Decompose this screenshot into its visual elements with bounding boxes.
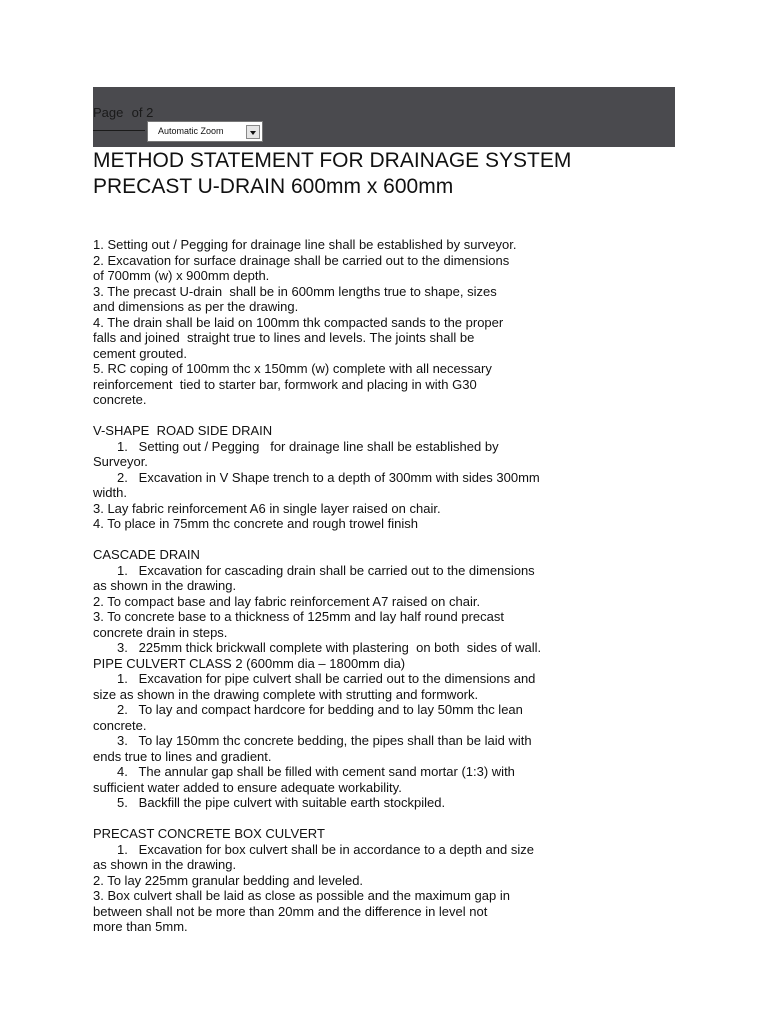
document-body [93, 237, 593, 935]
text-line: 3. Box culvert shall be laid as close as possible and the maximum gap in [93, 888, 510, 903]
blank-line [93, 811, 593, 827]
text-line: width. [93, 485, 127, 500]
text-line: 5. RC coping of 100mm thc x 150mm (w) complete with all necessary [93, 361, 492, 376]
blank-line [93, 532, 593, 548]
text-line: CASCADE DRAIN [93, 547, 200, 562]
text-line: 1. Excavation for cascading drain shall be carried out to the dimensions [117, 562, 535, 578]
text-line: as shown in the drawing. [93, 578, 237, 593]
text-line: 3. To concrete base to a thickness of 125mm and lay half round precast [93, 609, 504, 624]
text-line: PIPE CULVERT CLASS 2 (600mm dia – 1800mm dia) [93, 655, 406, 671]
text-line: 1. Excavation for box culvert shall be in accordance to a depth and size [117, 841, 534, 857]
page-count: of 2 [131, 105, 154, 120]
document-title [93, 148, 571, 200]
zoom-select[interactable] [147, 121, 263, 142]
text-line: and dimensions as per the drawing. [93, 299, 299, 314]
text-line: between shall not be more than 20mm and the difference in level not [93, 903, 488, 919]
text-line: as shown in the drawing. [93, 857, 237, 872]
title-line: METHOD STATEMENT FOR DRAINAGE SYSTEM [93, 149, 572, 172]
text-line: concrete. [93, 392, 147, 407]
text-line: V-SHAPE ROAD SIDE DRAIN [93, 423, 273, 438]
text-line: 2. To lay and compact hardcore for bedding and to lay 50mm thc lean [117, 702, 523, 717]
zoom-value: Automatic Zoom [158, 126, 224, 136]
text-line: 4. The drain shall be laid on 100mm thk compacted sands to the proper [93, 314, 504, 330]
text-line: ends true to lines and gradient. [93, 748, 272, 764]
text-line: 4. The annular gap shall be filled with cement sand mortar (1:3) with [117, 764, 515, 779]
text-line: cement grouted. [93, 345, 187, 361]
text-line: 1. Excavation for pipe culvert shall be carried out to the dimensions and [117, 671, 536, 686]
viewer-toolbar [93, 87, 675, 147]
title-line: PRECAST U-DRAIN 600mm x 600mm [93, 175, 454, 198]
page-label: Page [93, 105, 124, 120]
text-line: 1. Setting out / Pegging for drainage line shall be established by surveyor. [93, 237, 517, 252]
text-line: reinforcement tied to starter bar, formwork and placing in with G30 [93, 376, 477, 392]
text-line: concrete drain in steps. [93, 624, 228, 640]
text-line: 1. Setting out / Pegging for drainage line shall be established by [117, 438, 499, 454]
text-line: 4. To place in 75mm thc concrete and rough trowel finish [93, 516, 418, 531]
page-indicator [93, 106, 153, 120]
page-input-underline [93, 130, 145, 131]
text-line: Surveyor. [93, 454, 148, 469]
text-line: of 700mm (w) x 900mm depth. [93, 268, 270, 283]
text-line: 5. Backfill the pipe culvert with suitable earth stockpiled. [117, 795, 446, 810]
text-line: size as shown in the drawing complete with strutting and formwork. [93, 686, 479, 702]
text-line: more than 5mm. [93, 919, 188, 934]
text-line: 3. The precast U-drain shall be in 600mm lengths true to shape, sizes [93, 283, 497, 299]
text-line: 2. Excavation in V Shape trench to a depth of 300mm with sides 300mm [117, 469, 540, 485]
text-line: falls and joined straight true to lines and levels. The joints shall be [93, 330, 475, 345]
text-line: 2. To lay 225mm granular bedding and leveled. [93, 872, 364, 888]
text-line: 3. 225mm thick brickwall complete with plastering on both sides of wall. [117, 640, 542, 655]
text-line: 2. Excavation for surface drainage shall be carried out to the dimensions [93, 252, 510, 268]
text-line: 3. To lay 150mm thc concrete bedding, the pipes shall than be laid with [117, 733, 532, 748]
text-line: 3. Lay fabric reinforcement A6 in single layer raised on chair. [93, 500, 441, 516]
text-line: sufficient water added to ensure adequate workability. [93, 779, 402, 795]
chevron-down-icon[interactable] [246, 125, 260, 139]
blank-line [93, 408, 593, 424]
text-line: concrete. [93, 717, 147, 733]
text-line: 2. To compact base and lay fabric reinforcement A7 raised on chair. [93, 593, 481, 609]
text-line: PRECAST CONCRETE BOX CULVERT [93, 826, 325, 841]
